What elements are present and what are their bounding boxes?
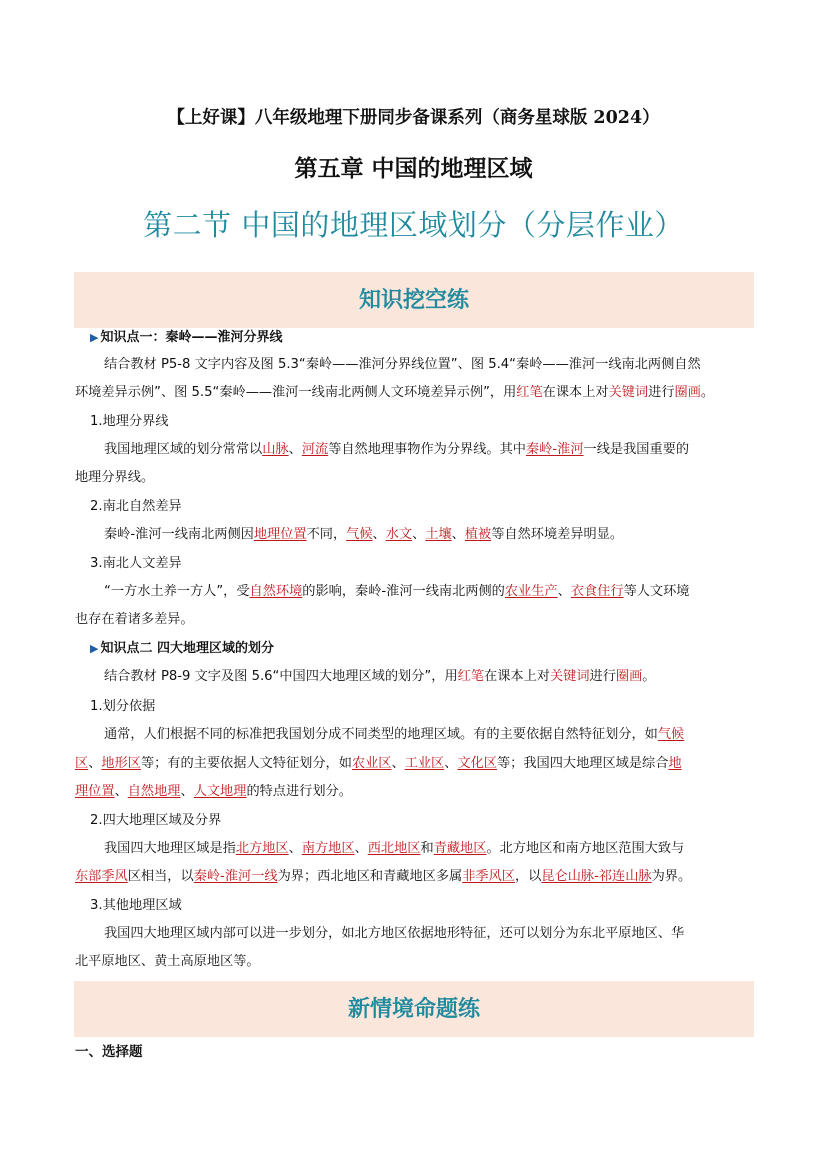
kp2-para1-line2: 区、地形区等；有的主要依据人文特征划分，如农业区、工业区、文化区等；我国四大地理区域是综合地 (75, 756, 682, 771)
blank-answer: 西北地区 (367, 841, 421, 856)
kp1-para2: 秦岭-淮河一线南北两侧因地理位置不同，气候、水文、土壤、植被等自然环境差异明显。 (104, 527, 624, 542)
mcq-heading: 一、选择题 (75, 1044, 143, 1060)
blank-answer: 南方地区 (301, 841, 355, 856)
blank-answer: 水文 (385, 527, 413, 542)
blank-answer: 人文地理 (193, 784, 247, 799)
blank-answer: 青藏地区 (433, 841, 487, 856)
kp2-heading-3: 3.其他地理区域 (90, 898, 182, 913)
blank-answer: 文化区 (457, 756, 497, 771)
blank-answer: 自然环境 (249, 584, 303, 599)
chapter-title: 第五章 中国的地理区域 (294, 156, 533, 182)
kp2-intro: 结合教材 P8-9 文字及图 5.6“中国四大地理区域的划分”，用红笔在课本上对关键词进行圈画。 (104, 669, 656, 684)
blank-answer: 山脉 (262, 442, 289, 457)
blank-answer: 气候 (657, 727, 685, 742)
kp2-para1-line3: 理位置、自然地理、人文地理的特点进行划分。 (75, 784, 352, 799)
kp1-heading-3: 3.南北人文差异 (90, 556, 182, 571)
series-title: 【上好课】八年级地理下册同步备课系列（商务星球版 2024） (167, 108, 660, 128)
blank-answer: 东部季风 (75, 869, 128, 884)
kp1-para3-line2: 也存在着诸多差异。 (75, 612, 194, 627)
kp2-title: ▶ 知识点二 四大地理区域的划分 (90, 641, 274, 656)
blank-answer: 区 (75, 756, 89, 771)
kp2-para2-line2: 东部季风区相当，以秦岭-淮河一线为界；西北地区和青藏地区多属非季风区，以昆仑山脉-祁连山脉为界。 (75, 869, 692, 884)
blank-answer: 工业区 (404, 756, 445, 771)
banner-knowledge-fill: 知识挖空练 (74, 272, 754, 328)
blank-answer: 北方地区 (235, 841, 289, 856)
blank-answer: 地形区 (101, 756, 141, 771)
blank-answer: 河流 (301, 442, 329, 457)
blank-answer: 地理位置 (253, 527, 307, 542)
kp1-heading-1: 1.地理分界线 (90, 414, 169, 429)
kp2-para1-line1: 通常，人们根据不同的标准把我国划分成不同类型的地理区域。有的主要依据自然特征划分，如气候 (104, 727, 685, 742)
section-title: 第二节 中国的地理区域划分（分层作业） (143, 208, 684, 242)
blank-answer: 秦岭-淮河一线 (193, 869, 278, 884)
triangle-bullet-icon: ▶ (90, 331, 99, 344)
blank-answer: 理位置 (75, 784, 115, 799)
blank-answer: 地 (668, 756, 682, 771)
kp1-para1-line2: 地理分界线。 (75, 470, 155, 485)
blank-answer: 衣食住行 (570, 584, 624, 599)
banner-new-context: 新情境命题练 (74, 981, 754, 1037)
triangle-bullet-icon: ▶ (90, 642, 99, 655)
blank-answer: 农业区 (351, 756, 392, 771)
kp2-para3-line1: 我国四大地理区域内部可以进一步划分，如北方地区依据地形特征，还可以划分为东北平原地区、华 (104, 926, 685, 941)
blank-answer: 气候 (346, 527, 373, 542)
kp1-intro-line1: 结合教材 P5-8 文字内容及图 5.3“秦岭——淮河分界线位置”、图 5.4“秦岭——淮河一线南北两侧自然 (104, 357, 701, 372)
blank-answer: 自然地理 (127, 784, 181, 799)
blank-answer: 植被 (464, 527, 492, 542)
kp2-para2-line1: 我国四大地理区域是指北方地区、南方地区、西北地区和青藏地区。北方地区和南方地区范围大致与 (104, 841, 685, 856)
blank-answer: 土壤 (425, 527, 452, 542)
blank-answer: 秦岭-淮河 (526, 442, 584, 457)
blank-answer: 昆仑山脉-祁连山脉 (541, 869, 652, 884)
kp1-heading-2: 2.南北自然差异 (90, 499, 182, 514)
kp1-title: ▶ 知识点一：秦岭——淮河分界线 (90, 330, 283, 345)
blank-answer: 非季风区 (462, 869, 515, 884)
kp2-heading-2: 2.四大地理区域及分界 (90, 813, 222, 828)
kp2-para3-line2: 北平原地区、黄土高原地区等。 (75, 954, 260, 969)
kp2-heading-1: 1.划分依据 (90, 699, 156, 714)
kp1-para1-line1: 我国地理区域的划分常常以山脉、河流等自然地理事物作为分界线。其中秦岭-淮河一线是我国重要的 (104, 442, 690, 457)
blank-answer: 农业生产 (504, 584, 558, 599)
kp1-para3-line1: “一方水土养一方人”，受自然环境的影响，秦岭-淮河一线南北两侧的农业生产、衣食住行等人文环境 (104, 584, 690, 599)
kp1-intro-line2: 环境差异示例”、图 5.5“秦岭——淮河一线南北两侧人文环境差异示例”，用红笔在课本上对关键词进行圈画。 (75, 385, 715, 400)
